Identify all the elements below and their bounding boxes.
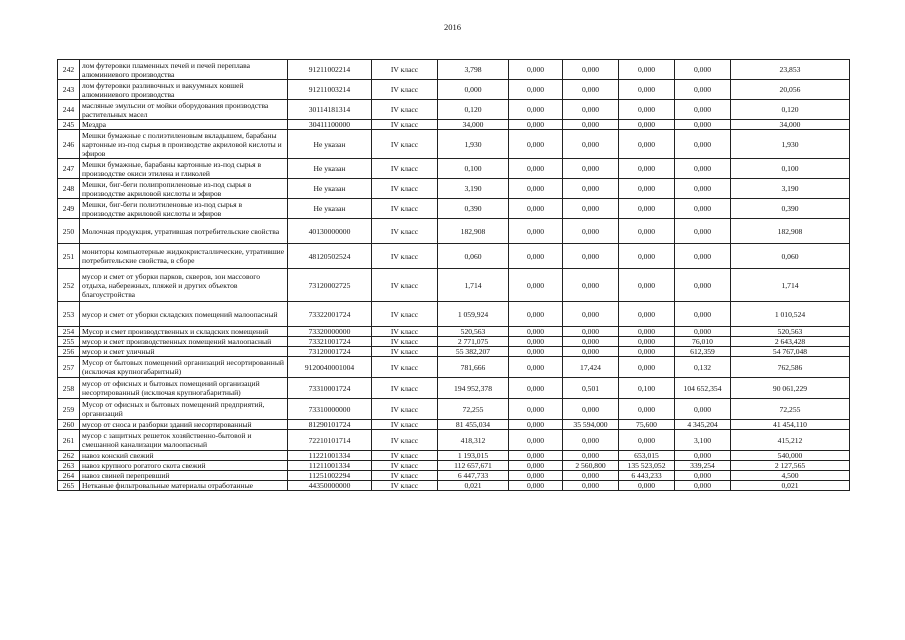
waste-name: мусор и смет уличный [80, 347, 288, 357]
row-number: 259 [58, 399, 80, 420]
value-cell: 81 455,034 [438, 420, 509, 430]
value-cell: 0,000 [563, 471, 619, 481]
waste-code: 73310000000 [288, 399, 372, 420]
waste-code: 73120001724 [288, 347, 372, 357]
value-cell: 0,000 [563, 159, 619, 179]
value-cell: 135 523,052 [619, 461, 675, 471]
value-cell: 35 594,000 [563, 420, 619, 430]
value-cell: 0,000 [563, 481, 619, 491]
value-cell: 0,000 [675, 451, 731, 461]
waste-code: 9120040001004 [288, 357, 372, 378]
page-number: 2016 [444, 22, 461, 32]
waste-code: 73320000000 [288, 327, 372, 337]
value-cell: 34,000 [438, 120, 509, 130]
waste-name: Нетканые фильтровальные материалы отработанные [80, 481, 288, 491]
waste-code: 30114181314 [288, 100, 372, 120]
row-number: 249 [58, 199, 80, 219]
hazard-class: IV класс [372, 471, 438, 481]
value-cell: 0,000 [509, 357, 563, 378]
value-cell: 0,000 [619, 80, 675, 100]
value-cell: 0,000 [509, 244, 563, 269]
value-cell: 0,000 [619, 430, 675, 451]
value-cell: 0,000 [509, 269, 563, 302]
waste-code: 11211001334 [288, 461, 372, 471]
value-cell: 0,100 [731, 159, 850, 179]
value-cell: 0,000 [619, 159, 675, 179]
waste-code: Не указан [288, 130, 372, 159]
waste-name: навоз свиней перепревший [80, 471, 288, 481]
value-cell: 3,798 [438, 60, 509, 80]
value-cell: 762,586 [731, 357, 850, 378]
value-cell: 1 010,524 [731, 302, 850, 327]
value-cell: 0,000 [563, 60, 619, 80]
waste-name: Мусор и смет производственных и складских помещений [80, 327, 288, 337]
value-cell: 23,853 [731, 60, 850, 80]
value-cell: 0,000 [675, 80, 731, 100]
value-cell: 0,000 [509, 199, 563, 219]
value-cell: 0,000 [509, 327, 563, 337]
waste-name: мусор с защитных решеток хозяйственно-бытовой и смешанной канализации малоопасный [80, 430, 288, 451]
waste-code: 72210101714 [288, 430, 372, 451]
hazard-class: IV класс [372, 269, 438, 302]
value-cell: 75,600 [619, 420, 675, 430]
waste-name: Мешки бумажные, барабаны картонные из-под сырья в производстве окиси этилена и гликолей [80, 159, 288, 179]
row-number: 244 [58, 100, 80, 120]
row-number: 254 [58, 327, 80, 337]
value-cell: 0,000 [619, 337, 675, 347]
value-cell: 0,000 [438, 80, 509, 100]
hazard-class: IV класс [372, 302, 438, 327]
table-row [58, 471, 850, 481]
table-row [58, 130, 850, 159]
waste-name: Мездра [80, 120, 288, 130]
table-row [58, 481, 850, 491]
value-cell: 0,000 [675, 130, 731, 159]
value-cell: 0,000 [619, 60, 675, 80]
value-cell: 0,000 [563, 347, 619, 357]
waste-name: мусор от офисных и бытовых помещений организаций несортированный (исключая крупногабаритный) [80, 378, 288, 399]
waste-name: мусор от сноса и разборки зданий несортированный [80, 420, 288, 430]
value-cell: 612,359 [675, 347, 731, 357]
row-number: 255 [58, 337, 80, 347]
value-cell: 90 061,229 [731, 378, 850, 399]
value-cell: 72,255 [438, 399, 509, 420]
value-cell: 0,000 [675, 302, 731, 327]
table-row [58, 219, 850, 244]
value-cell: 72,255 [731, 399, 850, 420]
value-cell: 0,000 [619, 219, 675, 244]
value-cell: 0,021 [731, 481, 850, 491]
hazard-class: IV класс [372, 337, 438, 347]
value-cell: 0,100 [619, 378, 675, 399]
value-cell: 1 193,015 [438, 451, 509, 461]
hazard-class: IV класс [372, 357, 438, 378]
value-cell: 0,000 [675, 179, 731, 199]
value-cell: 0,390 [438, 199, 509, 219]
value-cell: 0,000 [509, 347, 563, 357]
value-cell: 0,000 [563, 179, 619, 199]
waste-name: Мусор от бытовых помещений организаций несортированный (исключая крупногабаритный) [80, 357, 288, 378]
row-number: 246 [58, 130, 80, 159]
waste-code: 73120002725 [288, 269, 372, 302]
waste-code: 91211003214 [288, 80, 372, 100]
value-cell: 0,000 [563, 269, 619, 302]
value-cell: 0,390 [731, 199, 850, 219]
hazard-class: IV класс [372, 451, 438, 461]
value-cell: 0,000 [509, 420, 563, 430]
value-cell: 0,000 [619, 399, 675, 420]
hazard-class: IV класс [372, 100, 438, 120]
hazard-class: IV класс [372, 120, 438, 130]
value-cell: 0,000 [509, 378, 563, 399]
row-number: 263 [58, 461, 80, 471]
table-row [58, 461, 850, 471]
value-cell: 0,000 [509, 159, 563, 179]
waste-code: 73310001724 [288, 378, 372, 399]
value-cell: 0,000 [619, 269, 675, 302]
value-cell: 0,000 [563, 130, 619, 159]
table-row [58, 199, 850, 219]
row-number: 242 [58, 60, 80, 80]
hazard-class: IV класс [372, 244, 438, 269]
value-cell: 20,056 [731, 80, 850, 100]
value-cell: 0,000 [675, 100, 731, 120]
row-number: 256 [58, 347, 80, 357]
hazard-class: IV класс [372, 60, 438, 80]
waste-code: 30411100000 [288, 120, 372, 130]
hazard-class: IV класс [372, 179, 438, 199]
value-cell: 0,000 [619, 100, 675, 120]
value-cell: 0,000 [563, 430, 619, 451]
value-cell: 0,000 [509, 80, 563, 100]
row-number: 245 [58, 120, 80, 130]
table-row [58, 100, 850, 120]
value-cell: 2 127,565 [731, 461, 850, 471]
hazard-class: IV класс [372, 481, 438, 491]
table-row [58, 269, 850, 302]
row-number: 265 [58, 481, 80, 491]
table-row [58, 60, 850, 80]
value-cell: 0,000 [619, 327, 675, 337]
value-cell: 1,930 [731, 130, 850, 159]
value-cell: 182,908 [731, 219, 850, 244]
value-cell: 2 560,800 [563, 461, 619, 471]
row-number: 248 [58, 179, 80, 199]
hazard-class: IV класс [372, 219, 438, 244]
row-number: 247 [58, 159, 80, 179]
value-cell: 520,563 [731, 327, 850, 337]
table-row [58, 399, 850, 420]
value-cell: 0,000 [675, 471, 731, 481]
hazard-class: IV класс [372, 420, 438, 430]
value-cell: 0,000 [619, 481, 675, 491]
row-number: 260 [58, 420, 80, 430]
value-cell: 1 059,924 [438, 302, 509, 327]
value-cell: 0,000 [675, 269, 731, 302]
value-cell: 6 443,233 [619, 471, 675, 481]
table-row [58, 337, 850, 347]
waste-name: Молочная продукция, утратившая потребительские свойства [80, 219, 288, 244]
table-row [58, 302, 850, 327]
value-cell: 0,000 [509, 337, 563, 347]
value-cell: 0,000 [563, 219, 619, 244]
value-cell: 3,190 [731, 179, 850, 199]
hazard-class: IV класс [372, 159, 438, 179]
value-cell: 2 771,075 [438, 337, 509, 347]
waste-name: Мусор от офисных и бытовых помещений предприятий, организаций [80, 399, 288, 420]
value-cell: 182,908 [438, 219, 509, 244]
waste-name: Мешки, биг-беги полиэтиленовые из-под сырья в производстве акриловой кислоты и эфиров [80, 199, 288, 219]
value-cell: 0,000 [563, 120, 619, 130]
hazard-class: IV класс [372, 347, 438, 357]
value-cell: 0,060 [731, 244, 850, 269]
value-cell: 0,000 [509, 451, 563, 461]
waste-code: 48120502524 [288, 244, 372, 269]
value-cell: 1,714 [731, 269, 850, 302]
value-cell: 76,010 [675, 337, 731, 347]
waste-code: Не указан [288, 179, 372, 199]
value-cell: 0,000 [563, 337, 619, 347]
row-number: 262 [58, 451, 80, 461]
row-number: 252 [58, 269, 80, 302]
table-row [58, 357, 850, 378]
value-cell: 0,000 [509, 471, 563, 481]
value-cell: 3,100 [675, 430, 731, 451]
value-cell: 0,000 [619, 179, 675, 199]
value-cell: 104 652,354 [675, 378, 731, 399]
waste-name: Мешки бумажные с полиэтиленовым вкладышем, барабаны картонные из-под сырья в производстве акриловой кислоты и эфиров [80, 130, 288, 159]
table-body [58, 60, 850, 491]
value-cell: 1,930 [438, 130, 509, 159]
table-row [58, 179, 850, 199]
value-cell: 0,132 [675, 357, 731, 378]
value-cell: 0,000 [509, 60, 563, 80]
waste-name: навоз конский свежий [80, 451, 288, 461]
value-cell: 0,000 [675, 219, 731, 244]
value-cell: 0,000 [563, 302, 619, 327]
table-row [58, 120, 850, 130]
hazard-class: IV класс [372, 399, 438, 420]
hazard-class: IV класс [372, 80, 438, 100]
value-cell: 4 345,204 [675, 420, 731, 430]
waste-name: Мешки, биг-беги полипропиленовые из-под сырья в производстве акриловой кислоты и эфиров [80, 179, 288, 199]
value-cell: 55 382,207 [438, 347, 509, 357]
value-cell: 0,000 [619, 199, 675, 219]
waste-code: 11221001334 [288, 451, 372, 461]
waste-code: 91211002214 [288, 60, 372, 80]
value-cell: 0,000 [619, 302, 675, 327]
row-number: 264 [58, 471, 80, 481]
value-cell: 0,100 [438, 159, 509, 179]
hazard-class: IV класс [372, 199, 438, 219]
value-cell: 0,000 [509, 461, 563, 471]
value-cell: 540,000 [731, 451, 850, 461]
value-cell: 781,666 [438, 357, 509, 378]
waste-code: 73322001724 [288, 302, 372, 327]
value-cell: 2 643,428 [731, 337, 850, 347]
waste-code: 44350000000 [288, 481, 372, 491]
hazard-class: IV класс [372, 378, 438, 399]
value-cell: 3,190 [438, 179, 509, 199]
value-cell: 339,254 [675, 461, 731, 471]
waste-name: масляные эмульсии от мойки оборудования производства растительных масел [80, 100, 288, 120]
value-cell: 520,563 [438, 327, 509, 337]
table-row [58, 159, 850, 179]
value-cell: 0,000 [509, 130, 563, 159]
value-cell: 0,000 [509, 100, 563, 120]
waste-code: 40130000000 [288, 219, 372, 244]
row-number: 243 [58, 80, 80, 100]
value-cell: 6 447,733 [438, 471, 509, 481]
value-cell: 0,000 [563, 399, 619, 420]
waste-name: лом футеровки разливочных и вакуумных ковшей алюминиевого производства [80, 80, 288, 100]
value-cell: 194 952,378 [438, 378, 509, 399]
value-cell: 0,000 [619, 244, 675, 269]
value-cell: 0,060 [438, 244, 509, 269]
row-number: 261 [58, 430, 80, 451]
value-cell: 0,000 [563, 100, 619, 120]
value-cell: 0,000 [675, 60, 731, 80]
value-cell: 0,000 [675, 327, 731, 337]
value-cell: 0,000 [675, 481, 731, 491]
value-cell: 0,000 [619, 357, 675, 378]
value-cell: 54 767,048 [731, 347, 850, 357]
value-cell: 0,000 [563, 244, 619, 269]
value-cell: 0,000 [509, 219, 563, 244]
value-cell: 17,424 [563, 357, 619, 378]
value-cell: 4,500 [731, 471, 850, 481]
waste-name: мусор и смет от уборки складских помещений малоопасный [80, 302, 288, 327]
value-cell: 112 657,671 [438, 461, 509, 471]
table-row [58, 80, 850, 100]
row-number: 253 [58, 302, 80, 327]
table-row [58, 347, 850, 357]
value-cell: 0,000 [509, 399, 563, 420]
value-cell: 0,000 [563, 199, 619, 219]
table-row [58, 451, 850, 461]
waste-name: мусор и смет от уборки парков, скверов, зон массового отдыха, набережных, пляжей и других объектов благоустройства [80, 269, 288, 302]
row-number: 257 [58, 357, 80, 378]
table-row [58, 244, 850, 269]
hazard-class: IV класс [372, 327, 438, 337]
value-cell: 0,000 [675, 199, 731, 219]
waste-code: Не указан [288, 199, 372, 219]
value-cell: 0,000 [675, 120, 731, 130]
row-number: 251 [58, 244, 80, 269]
row-number: 258 [58, 378, 80, 399]
value-cell: 0,000 [675, 244, 731, 269]
value-cell: 0,120 [438, 100, 509, 120]
waste-table [57, 59, 850, 491]
value-cell: 0,000 [509, 481, 563, 491]
value-cell: 418,312 [438, 430, 509, 451]
hazard-class: IV класс [372, 461, 438, 471]
value-cell: 0,000 [619, 347, 675, 357]
value-cell: 0,000 [563, 451, 619, 461]
waste-name: лом футеровки пламенных печей и печей переплава алюминиевого производства [80, 60, 288, 80]
waste-code: 11251002294 [288, 471, 372, 481]
waste-name: навоз крупного рогатого скота свежий [80, 461, 288, 471]
waste-name: мусор и смет производственных помещений малоопасный [80, 337, 288, 347]
value-cell: 0,000 [509, 430, 563, 451]
table-row [58, 420, 850, 430]
table-row [58, 430, 850, 451]
value-cell: 41 454,110 [731, 420, 850, 430]
value-cell: 0,501 [563, 378, 619, 399]
value-cell: 0,000 [619, 130, 675, 159]
waste-code: 81290101724 [288, 420, 372, 430]
waste-code: 73321001724 [288, 337, 372, 347]
value-cell: 0,000 [675, 399, 731, 420]
value-cell: 0,000 [509, 302, 563, 327]
value-cell: 34,000 [731, 120, 850, 130]
value-cell: 0,000 [509, 120, 563, 130]
waste-name: мониторы компьютерные жидкокристаллические, утратившие потребительские свойства, в сборе [80, 244, 288, 269]
hazard-class: IV класс [372, 430, 438, 451]
value-cell: 0,120 [731, 100, 850, 120]
value-cell: 0,000 [563, 327, 619, 337]
value-cell: 0,021 [438, 481, 509, 491]
value-cell: 0,000 [619, 120, 675, 130]
hazard-class: IV класс [372, 130, 438, 159]
value-cell: 0,000 [509, 179, 563, 199]
table-row [58, 378, 850, 399]
row-number: 250 [58, 219, 80, 244]
table-row [58, 327, 850, 337]
waste-code: Не указан [288, 159, 372, 179]
value-cell: 415,212 [731, 430, 850, 451]
value-cell: 1,714 [438, 269, 509, 302]
value-cell: 653,015 [619, 451, 675, 461]
value-cell: 0,000 [563, 80, 619, 100]
value-cell: 0,000 [675, 159, 731, 179]
